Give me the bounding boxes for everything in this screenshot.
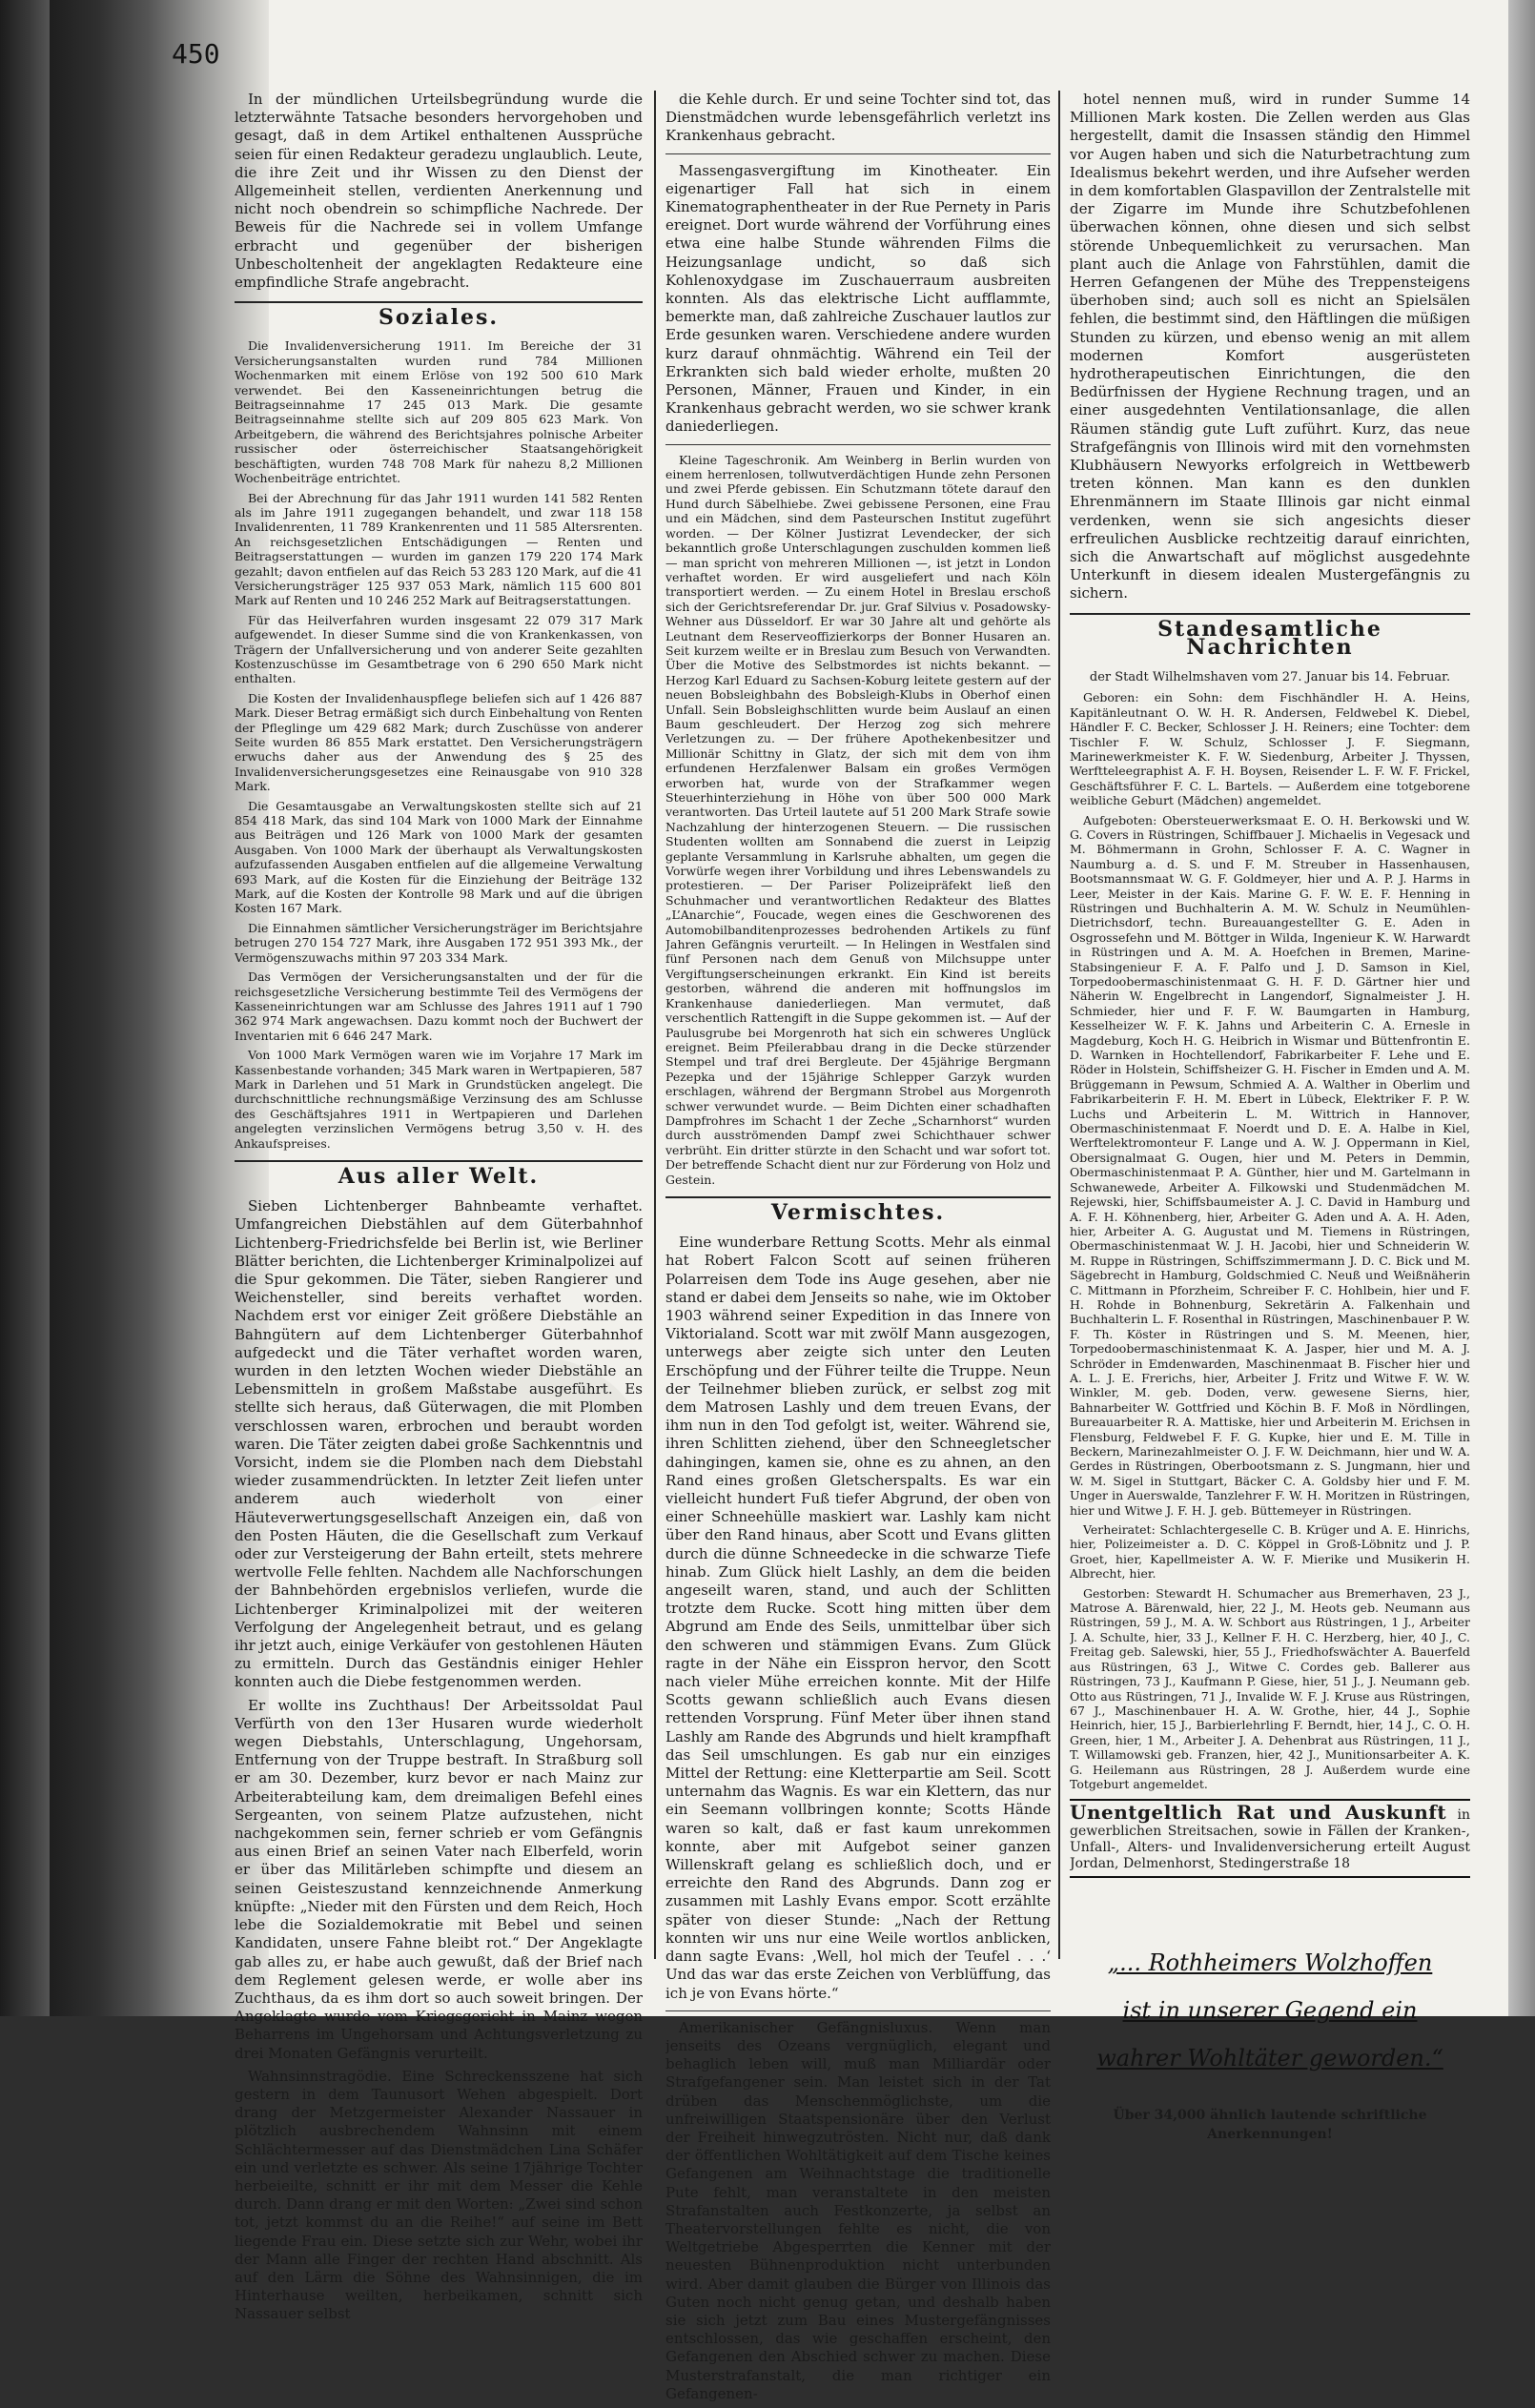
section-heading-vermischtes: Vermischtes. xyxy=(665,1196,1051,1226)
article-paragraph: Die Kosten der Invalidenhauspflege beliefen sich auf 1 426 887 Mark. Dieser Betrag ermäßigt sich durch Einbehaltung von Renten der Pfleglinge um 429 682 Mark; durch Zuschüsse von anderer Seite wurden 86 855 Mark erstattet. Den Versicherungsträgern erwuchs daher aus der Anwendung des § 25 des Invalidenversicherungsgesetzes eine Reinausgabe von 910 328 Mark. xyxy=(235,690,643,794)
article-paragraph: Die Einnahmen sämtlicher Versicherungsträger im Berichtsjahre betrugen 270 154 727 Mark, ihre Ausgaben 172 951 393 Mk., der Vermögenszuwachs mithin 97 203 334 Mark. xyxy=(235,920,643,965)
article-paragraph: Von 1000 Mark Vermögen waren wie im Vorjahre 17 Mark im Kassenbestande vorhanden; 345 Mark waren in Wertpapieren, 587 Mark in Darlehen und 51 Mark in Grundstücken angelegt. Die durchschnittliche rechnungsmäßige Verzinsung des am Schlusse des Geschäftsjahres 1911 in Wertpapieren und Darlehen angelegten verzinslichen Vermögens betrug 3,50 v. H. des Ankaufspreises. xyxy=(235,1048,643,1151)
registry-banns: Aufgeboten: Obersteuerwerksmaat E. O. H. Berkowski und W. G. Covers in Rüstringen, Schiffbauer J. Michaelis in Vegesack und M. Böhmermann in Grohn, Schlosser F. A. C. Wagner in Naumburg a. d. S. und F. M. Streuber in Hassenhausen, Bootsmannsmaat W. G. F. Goldmeyer, hier und A. P. J. Harms in Leer, Meister in der Kais. Marine G. F. W. E. F. Henning in Rüstringen und Buchhalterin A. M. W. Schulz in Neumühlen-Dietrichsdorf, techn. Bureauangestellter G. E. Aden in Osgrossefehn und M. Böttger in Wilda, Ingenieur K. W. Harwardt in Rüstringen und A. M. A. Hoefchen in Bremen, Marine-Stabsingenieur F. A. F. Palfo und J. D. Samson in Kiel, Torpedoobermaschinistenmaat G. H. F. D. Gärtner hier und Näherin W. Engelbrecht in Langendorf, Signalmeister J. H. Schmieder, hier und F. F. W. Baumgarten in Hamburg, Kesselheizer W. F. K. Jahns und Arbeiterin C. A. Ernesle in Magdeburg, Koch H. G. Heibrich in Wismar und Büttenfrontin E. D. Warnken in Hochtellendorf, Fabrikarbeiter F. Lehe und E. Röder in Holstein, Schiffsheizer G. H. Fischer in Emden und A. M. Brüggemann in Pewsum, Schmied A. A. Walther in Oberlim und Fabrikarbeiterin F. H. M. Ebert in Lübeck, Elektriker F. P. W. Luchs und Arbeiterin L. M. Wittrich in Hannover, Obermaschinistenmaat F. Noerdt und D. E. A. Halbe in Kiel, Werftelektromonteur F. Lange und A. W. J. Oppermann in Kiel, Obersignalmaat G. Ougen, hier und M. Peters in Demmin, Obermaschinistenmaat P. A. Günther, hier und M. Gartelmann in Schwanewede, Arbeiter A. Filkowski und Studenmädchen M. Rejewski, hier, Schiffsbaumeister A. J. C. David in Hamburg und A. F. H. Köhnenberg, hier, Arbeiter G. Aden und A. A. H. Aden, hier, Arbeiter A. G. Augustat und M. Tiemens in Rüstringen, Obermaschinistenmaat W. J. H. Jacobi, hier und Schneiderin W. M. Ruppe in Rüstringen, Schiffszimmermann J. D. C. Bick und M. Sägebrecht in Hamburg, Goldschmied C. Neuß und Weißnäherin C. Mittmann in Pforzheim, Schreiber F. C. Hohlbein, hier und F. H. Rohde in Bohnenburg, Sekretärin A. Falkenhain und Buchhalterin L. F. Rosenthal in Rüstringen, Maschinenbauer P. W. F. Th. Köster in Rüstringen und S. M. Meenen, hier, Torpedoobermaschinistenmaat K. A. Jasper, hier und M. A. J. Schröder in Emdenwarden, Maschinenmaat B. Fischer hier und A. L. J. E. Frerichs, hier, Arbeiter J. Fritz und Witwe F. W. W. Winkler, M. geb. Doden, verw. gewesene Sierns, hier, Bahnarbeiter W. Gottfried und Köchin B. F. Moß in Nördlingen, Bureauarbeiter R. A. Mattiske, hier und Arbeiterin M. Erichsen in Flensburg, Feldwebel F. F. G. Kupke, hier und E. M. Tille in Beckern, Marinezahlmeister O. J. F. W. Deichmann, hier und W. A. Gerdes in Rüstringen, Oberbootsmann z. S. Jungmann, hier und W. M. Sigel in Stuttgart, Bäcker C. A. Goldsby hier und F. M. Unger in Auerswalde, Tanzlehrer F. W. H. Moritzen in Rüstringen, hier und Witwe J. F. H. J. geb. Büttemeyer in Rüstringen. xyxy=(1070,812,1470,1518)
column-rule xyxy=(654,91,656,1959)
article-paragraph: Sieben Lichtenberger Bahnbeamte verhaftet. Umfangreichen Diebstählen auf dem Güterbahnhof Lichtenberg-Friedrichsfelde bei Berlin ist, wie Berliner Blätter berichten, die Lichtenberger Kriminalpolizei auf die Spur gekommen. Die Täter, sieben Rangierer und Weichensteller, sind bereits verhaftet worden. Nachdem erst vor einiger Zeit größere Diebstähle an Bahngütern auf dem Lichtenberger Güterbahnhof aufgedeckt und die Täter verhaftet worden waren, wurden in den letzten Wochen wieder Diebstähle an Lebensmitteln in großem Maßstabe ausgeführt. Es stellte sich heraus, daß Güterwagen, die mit Plomben verschlossen waren, erbrochen und beraubt worden waren. Die Täter zeigten dabei große Sachkenntnis und Vorsicht, indem sie die Plomben nach dem Diebstahl wieder zusammendrückten. In letzter Zeit liefen unter anderem auch wiederholt von einer Häuteverwertungsgesellschaft Anzeigen ein, daß von den Posten Häuten, die die Gesellschaft zum Verkauf oder zur Versteigerung der Bahn erteilt, stets mehrere wertvolle Felle fehlten. Nachdem alle Nachforschungen der Bahnbehörden ergebnislos verliefen, wurde die Lichtenberger Kriminalpolizei mit der weiteren Verfolgung der Angelegenheit betraut, und es gelang ihr jetzt auch, einige Verkäufer von gestohlenen Häuten zu ermitteln. Durch das Geständnis einiger Hehler konnten auch die Diebe festgenommen werden. xyxy=(235,1197,643,1691)
registry-marriages: Verheiratet: Schlachtergeselle C. B. Krüger und A. E. Hinrichs, hier, Polizeimeister a. D. C. Köppel in Groß-Löbnitz und J. P. Groet, hier, Kapellmeister A. W. F. Mierike und Musikerin H. Albrecht, hier. xyxy=(1070,1522,1470,1582)
advice-notice xyxy=(1070,1799,1470,1878)
column-middle xyxy=(665,91,1051,2408)
column-left xyxy=(235,91,643,2329)
article-paragraph: Die Invalidenversicherung 1911. Im Bereiche der 31 Versicherungsanstalten wurden rund 784 Millionen Wochenmarken mit einem Erlöse von 192 500 610 Mark verwendet. Bei den Kasseneinrichtungen betrug die Beitragseinnahme 17 245 013 Mark. Die gesamte Beitragseinnahme stellte sich auf 209 805 623 Mark. Von Arbeitgebern, die während des Berichtsjahres polnische Arbeiter russischer oder österreichischer Staatsangehörigkeit beschäftigten, wurden 748 708 Mark für nahezu 8,2 Millionen Wochenbeiträge entrichtet. xyxy=(235,338,643,486)
article-paragraph: Das Vermögen der Versicherungsanstalten und der für die reichsgesetzliche Versicherung bestimmte Teil des Vermögens der Kasseneinrichtungen war am Schlusse des Jahres 1911 auf 1 790 362 974 Mark angewachsen. Dazu kommt noch der Buchwert der Inventarien mit 6 646 247 Mark. xyxy=(235,969,643,1043)
column-right xyxy=(1070,91,1470,2144)
article-paragraph: Eine wunderbare Rettung Scotts. Mehr als einmal hat Robert Falcon Scott auf seinen früheren Polarreisen dem Tode ins Auge gesehen, aber nie stand er dabei dem Jenseits so nahe, wie im Oktober 1903 während seiner Expedition in das Innere von Viktorialand. Scott war mit zwölf Mann ausgezogen, unterwegs aber zeigte sich unter den Leuten Erschöpfung und der Führer teilte die Truppe. Neun der Teilnehmer blieben zurück, er selbst zog mit dem Matrosen Lashly und dem treuen Evans, der ihm nun in den Tod gefolgt ist, weiter. Während sie, ihren Schlitten ziehend, über den Schneegletscher dahingingen, kamen sie, ohne es zu ahnen, an den Rand eines großen Gletscherspalts. Es war ein vielleicht hundert Fuß tiefer Abgrund, der oben von einer Schneehülle maskiert war. Lashly kam nicht über den Rand hinaus, aber Scott und Evans glitten durch die dünne Schneedecke in die schwarze Tiefe hinab. Zum Glück hielt Lashly, an dem die beiden angeseilt waren, stand, und auch der Schlitten trotzte dem Rucke. Scott hing mitten über dem Abgrund am Ende des Seils, unmittelbar über sich den schweren und stämmigen Evans. Zum Glück ragte in der Nähe ein Eisspron hervor, den Scott nach vieler Mühe erreichen konnte. Mit der Hilfe Scotts gewann schließlich auch Evans diesen rettenden Vorsprung. Fünf Meter über ihnen stand Lashly am Rande des Abgrunds und hielt krampfhaft das Seil umschlungen. Es gab nur ein einziges Mittel der Rettung: eine Kletterpartie am Seil. Scott unternahm das Wagnis. Es war ein Klettern, das nur ein Seemann vollbringen konnte; Scotts Hände waren so kalt, daß er fast kaum unrekommen konnte, aber mit Aufgebot seiner ganzen Willenskraft gelang es schließlich doch, und er erreichte den Rand des Abgrunds. Dann zog er zusammen mit Lashly Evans empor. Scott erzählte später von dieser Stunde: „Nach der Rettung konnten wir uns nur eine Weile wortlos anblicken, dann sagte Evans: ‚Well, hol mich der Teufel . . .‘ Und das war das erste Zeichen von Verblüffung, das ich je von Evans hörte.“ xyxy=(665,1234,1051,2002)
article-continuation: hotel nennen muß, wird in runder Summe 14 Millionen Mark kosten. Die Zellen werden aus Glas hergestellt, damit die Insassen ständig den Himmel vor Augen haben und sich die Naturbetrachtung zum Idealismus bekehrt werden, und ihre Aufseher werden in dem komfortablen Glaspavillon der Zentralstelle mit der Zigarre im Munde ihre Schutzbefohlenen überwachen können, ohne diesen und sich selbst störende Unbequemlichkeit zu verursachen. Man plant auch die Anlage von Fahrstühlen, damit die Herren Gefangenen der Mühe des Treppensteigens überhoben sind; auch soll es nicht an Spielsälen fehlen, die bestimmt sind, den Häftlingen die müßigen Stunden zu kürzen, und ebenso wenig an mit allem modernen Komfort ausgerüsteten hydrotherapeutischen Einrichtungen, die den Bedürfnissen der Hygiene Rechnung tragen, und an einer ausgedehnten Ventilationsanlage, die allen Räumen ständig gute Luft zuführt. Kurz, das neue Strafgefängnis von Illinois wird mit den vornehmsten Klubhäusern Newyorks erfolgreich in Wettbewerb treten können. Man kann es den dunklen Ehrenmännern im Staate Illinois gar nicht einmal verdenken, wenn sie sich angesichts dieser erfreulichen Ausblicke rechtzeitig darauf einrichten, sich die Anwartschaft auf möglichst ausgedehnte Unterkunft in diesem idealen Mustergefängnis zu sichern. xyxy=(1070,91,1470,602)
article-continuation: die Kehle durch. Er und seine Tochter sind tot, das Dienstmädchen wurde lebensgefährlich verletzt ins Krankenhaus gebracht. xyxy=(665,91,1051,145)
section-subline: der Stadt Wilhelmshaven vom 27. Januar bis 14. Februar. xyxy=(1089,670,1451,685)
article-paragraph: Die Gesamtausgabe an Verwaltungskosten stellte sich auf 21 854 418 Mark, das sind 104 Mark von 1000 Mark der Einnahme aus Beiträgen und 126 Mark von 1000 Mark der gesamten Ausgaben. Von 1000 Mark der überhaupt als Verwaltungskosten aufzufassenden Ausgaben entfielen auf die allgemeine Verwaltung 693 Mark, auf die Kosten für die Einziehung der Beiträge 132 Mark, auf die Kosten der Kontrolle 98 Mark und auf die übrigen Kosten 167 Mark. xyxy=(235,798,643,916)
article-separator xyxy=(665,444,1051,445)
registry-births: Geboren: ein Sohn: dem Fischhändler H. A. Heins, Kapitänleutnant O. W. H. R. Andersen, Feldwebel K. Diebel, Händler F. C. Becker, Schlosser J. H. Reiners; eine Tochter: dem Tischler F. W. Schulz, Schlosser J. F. Siegmann, Marinewerkmeister K. F. W. Siedenburg, Arbeiter J. Thyssen, Werftteleegraphist A. F. H. Boysen, Reisender L. F. W. F. Frickel, Geschäftsführer F. C. L. Bartels. — Außerdem eine totgeborene weibliche Geburt (Mädchen) angemeldet. xyxy=(1070,690,1470,808)
column-rule xyxy=(1058,91,1060,1959)
article-paragraph: Bei der Abrechnung für das Jahr 1911 wurden 141 582 Renten als im Jahre 1911 zugegangen behandelt, und zwar 118 158 Invalidenrenten, 11 789 Krankenrenten und 11 585 Altersrenten. An reichsgesetzlichen Entschädigungen — Renten und Beitragserstattungen — wurden im ganzen 179 220 174 Mark gezahlt; davon entfielen auf das Reich 53 283 120 Mark, auf die 41 Versicherungsträger 125 937 053 Mark, nämlich 115 600 801 Mark auf Renten und 10 246 252 Mark auf Beitragserstattungen. xyxy=(235,490,643,608)
article-paragraph: Kleine Tageschronik. Am Weinberg in Berlin wurden von einem herrenlosen, tollwutverdächtigen Hunde zehn Personen und zwei Pferde gebissen. Ein Schutzmann tötete darauf den Hund durch Säbelhiebe. Zwei gebissene Personen, eine Frau und ein Mädchen, sind dem Pasteurschen Institut zugeführt worden. — Der Kölner Justizrat Levendecker, der sich bekanntlich große Unterschlagungen zuschulden kommen ließ — man spricht von mehreren Millionen —, ist jetzt in London verhaftet worden. Er wird ausgeliefert und nach Köln transportiert werden. — Zu einem Hotel in Breslau erschoß sich der Gerichtsreferendar Dr. jur. Graf Silvius v. Posadowsky-Wehner aus Düsseldorf. Er war 30 Jahre alt und gehörte als Leutnant dem Reserveoffizierkorps der Bonner Husaren an. Seit kurzem weilte er in Breslau zum Besuch von Verwandten. Über die Motive des Selbstmordes ist nichts bekannt. — Herzog Karl Eduard zu Sachsen-Koburg leitete gestern auf der neuen Bobsleighbahn des Bobsleigh-Klubs in Oberhof einen Unfall. Sein Bobsleighschlitten wurde beim Auslauf an einen Baum geschleudert. Der Herzog zog sich mehrere Verletzungen zu. — Der frühere Apothekenbesitzer und Millionär Schittny in Glatz, der sich mit dem von ihm erfundenen Herzfalenwer Balsam ein großes Vermögen erworben hat, wurde von der Strafkammer wegen Steuerhinterziehung in Höhe von über 500 000 Mark verantworten. Das Urteil lautete auf 51 200 Mark Strafe sowie Nachzahlung der hinterzogenen Steuern. — Die russischen Studenten wollten am Sonnabend die zuerst in Leipzig geplante Versammlung in Karlsruhe abhalten, um gegen die Vorwürfe wegen ihrer Vorbildung und ihres Lebenswandels zu protestieren. — Der Pariser Polizeipräfekt ließ den Schuhmacher und verantwortlichen Redakteur des Blattes „L’Anarchie“, Foucade, wegen eines die Geschworenen des Automobilbanditenprozesses bedrohenden Artikels zu fünf Jahren Gefängnis verurteilt. — In Helingen in Westfalen sind fünf Personen nach dem Genuß von Milchsuppe unter Vergiftungserscheinungen erkrankt. Ein Kind ist bereits gestorben, während die anderen mit hoffnungslos im Krankenhause daniederliegen. Man vermutet, daß verschentlich Rattengift in die Suppe gekommen ist. — Auf der Paulusgrube bei Morgenroth hat sich ein schweres Unglück ereignet. Beim Pfeilerabbau drang in die Decke stürzender Stempel und traf drei Bergleute. Der 45jährige Bergmann Pezepka und der 15jährige Schlepper Garzyk wurden erschlagen, während der Bergmann Strobel aus Morgenroth schwer verwundet wurde. — Beim Dichten einer schadhaften Dampfrohres im Schacht 1 der Zeche „Scharnhorst“ wurden durch ausströmenden Dampf zwei Schichthauer schwer verbrüht. Ein dritter stürzte in den Schacht und war sofort tot. Der betreffende Schacht dient nur zur Förderung von Holz und Gestein. xyxy=(665,452,1051,1187)
article-separator xyxy=(665,153,1051,154)
page-number: 450 xyxy=(172,38,220,70)
handwritten-advertisement xyxy=(1070,1939,1470,2143)
article-paragraph: Massengasvergiftung im Kinotheater. Ein eigenartiger Fall hat sich in einem Kinematographentheater in der Rue Pernety in Paris ereignet. Dort wurde während der Vorführung eines etwa eine halbe Stunde währenden Films die Heizungsanlage undicht, so daß sich Kohlenoxydgase im Zuschauerraum ausbreiten konnten. Als das elektrische Licht aufflammte, bemerkte man, daß zahlreiche Zuschauer lautlos zur Erde gesunken waren. Verschiedene andere wurden kurz darauf ohnmächtig. Während ein Teil der Erkrankten sich bald wieder erholte, mußten 20 Personen, Männer, Frauen und Kinder, in ein Krankenhaus gebracht werden, wo sie schwer krank daniederliegen. xyxy=(665,161,1051,436)
scan-border-right xyxy=(1508,0,1535,2016)
ad-footer: Über 34,000 ähnlich lautende schriftliche Anerkennungen! xyxy=(1113,2108,1427,2142)
registry-deaths: Gestorben: Stewardt H. Schumacher aus Bremerhaven, 23 J., Matrose A. Bärenwald, hier, 22 J., M. Heots geb. Neumann aus Rüstringen, 59 J., M. A. W. Schbort aus Rüstringen, 1 J., Arbeiter J. A. Schulte, hier, 33 J., Kellner F. H. C. Herzberg, hier, 40 J., C. Freitag geb. Salewski, hier, 55 J., Friedhofswächter A. Bauerfeld aus Rüstringen, 63 J., Witwe C. Cordes geb. Ballerer aus Rüstringen, 73 J., Kaufmann P. Giese, hier, 51 J., J. Neumann geb. Otto aus Rüstringen, 71 J., Invalide W. F. J. Kruse aus Rüstringen, 67 J., Maschinenbauer H. A. W. Grothe, hier, 44 J., Sophie Heinrich, hier, 15 J., Barbierlehrling F. Berndt, hier, 14 J., C. O. H. Green, hier, 1 M., Arbeiter J. A. Dehenbrat aus Rüstringen, 11 J., T. Willamowski geb. Franzen, hier, 42 J., Munitionsarbeiter A. K. G. Heilemann aus Rüstringen, 28 J. Außerdem wurde eine Totgeburt angemeldet. xyxy=(1070,1585,1470,1791)
advice-notice-text: in gewerblichen Streitsachen, sowie in Fällen der Kranken-, Unfall-, Alters- und Invalidenversicherung erteilt August Jordan, Delmenhorst, Stedingerstraße 18 xyxy=(1070,1807,1470,1872)
advice-notice-title: Unentgeltlich Rat und Auskunft xyxy=(1070,1801,1447,1825)
article-paragraph: Er wollte ins Zuchthaus! Der Arbeitssoldat Paul Verfürth von den 13er Husaren wurde wiederholt wegen Diebstahls, Unterschlagung, Ungehorsam, Entfernung von der Truppe bestraft. In Straßburg soll er am 30. Dezember, kurz bevor er nach Mainz zur Arbeiterabteilung kam, dem dreimaligen Befehl eines Sergeanten, von seinem Platze aufzustehen, nicht nachgekommen sein, ferner schrieb er vom Gefängnis aus einen Brief an seinen Vater nach Elberfeld, worin er über das Militärleben schimpfte und diesem an seinen Geisteszustand kennzeichnende Anmerkung knüpfte: „Nieder mit den Fürsten und dem Reich, Hoch lebe die Sozialdemokratie mit Bebel und seinen Kandidaten, unsere Fahne bleibt rot.“ Der Angeklagte gab alles zu, er habe auch gewußt, daß der Brief nach dem Reglement gelesen werde, er wolle aber ins Zuchthaus, da es ihm dort so auch soweit bringen. Der Angeklagte wurde vom Kriegsgericht in Mainz wegen Beharrens im Ungehorsam und Achtungsverletzung zu drei Monaten Gefängnis verurteilt. xyxy=(235,1696,643,2062)
article-paragraph: Wahnsinnstragödie. Eine Schreckensszene hat sich gestern in dem Taunusort Wehen abgespielt. Dort drang der Metzgermeister Alexander Nassauer in plötzlich ausbrechendem Wahnsinn mit einem Schlächtermesser auf das Dienstmädchen Lina Schäfer ein und verletzte es schwer. Als seine 17jährige Tochter herbeieilte, schnitt er ihr mit dem Messer die Kehle durch. Dann drang er mit den Worten: „Zwei sind schon tot, jetzt kommst du an die Reihe!“ auf seine im Bett liegende Frau ein. Diese setzte sich zur Wehr, wobei ihr der Mann alle Finger der rechten Hand abschnitt. Als auf den Lärm die Söhne des Wahnsinnigen, die im Hinterhause weilten, herbeikamen, schnitt sich Nassauer selbst xyxy=(235,2067,643,2323)
article-separator xyxy=(665,2010,1051,2011)
ad-line: ist in unserer Gegend ein xyxy=(1122,1997,1418,2025)
section-heading-aus-aller-welt: Aus aller Welt. xyxy=(235,1160,643,1190)
section-heading-standesamt: Standesamtliche Nachrichten xyxy=(1070,613,1470,661)
ad-line: wahrer Wohltäter geworden.“ xyxy=(1096,2045,1443,2072)
ad-line: „... Rothheimers Wolzhoffen xyxy=(1107,1949,1433,1977)
article-paragraph: Für das Heilverfahren wurden insgesamt 22 079 317 Mark aufgewendet. In dieser Summe sind die von Krankenkassen, von Trägern der Unfallversicherung und von anderer Seite gezahlten Kostenzuschüsse im Gesamtbetrage von 6 290 650 Mark nicht enthalten. xyxy=(235,612,643,686)
scan-border-left xyxy=(0,0,50,2016)
article-paragraph: Amerikanischer Gefängnisluxus. Wenn man jenseits des Ozeans vergnüglich, elegant und behaglich leben will, muß man Milliardär oder Strafgefangener sein. Man leistet sich in der Tat drüben das Menschenmöglichste, um die unfreiwilligen Staatspensionäre über den Verlust der Freiheit hinwegzutrösten. Nicht nur, daß dank der öffentlichen Wohltätigkeit auf dem Tische keines Gefangenen am Weihnachtstage die traditionelle Pute fehlt, man veranstaltete in den meisten Strafanstalten auch Festkonzerte, ja selbst an Theatervorstellungen fehlte es nicht, die von Weltgetriebe Abgesperrten die Kenner mit der neuesten Bühnenproduktion nicht unterbunden wird. Aber damit glauben die Bürger von Illinois das Guten noch nicht genug getan, und deshalb haben sie sich jetzt zum Bau eines Mustergefängnisses entschlossen, das wie geschaffen erscheint, den Gefangenen den Abschied schwer zu machen. Diese Musterstrafanstalt, die man richtiger ein Gefangenen- xyxy=(665,2018,1051,2402)
section-heading-soziales: Soziales. xyxy=(235,301,643,331)
article-continuation: In der mündlichen Urteilsbegründung wurde die letzterwähnte Tatsache besonders hervorgehoben und gesagt, daß in dem Artikel enthaltenen Aussprüche seien für einen Redakteur geradezu unglaublich. Leute, die ihre Zeit und ihr Wissen zu den Dienst der Allgemeinheit stellen, verdienten Anerkennung und nicht noch obendrein so schimpfliche Nachrede. Der Beweis für die Nachrede sei in vollem Umfange erbracht und gegenüber der bisherigen Unbescholtenheit der angeklagten Redakteure eine empfindliche Strafe angebracht. xyxy=(235,91,643,292)
